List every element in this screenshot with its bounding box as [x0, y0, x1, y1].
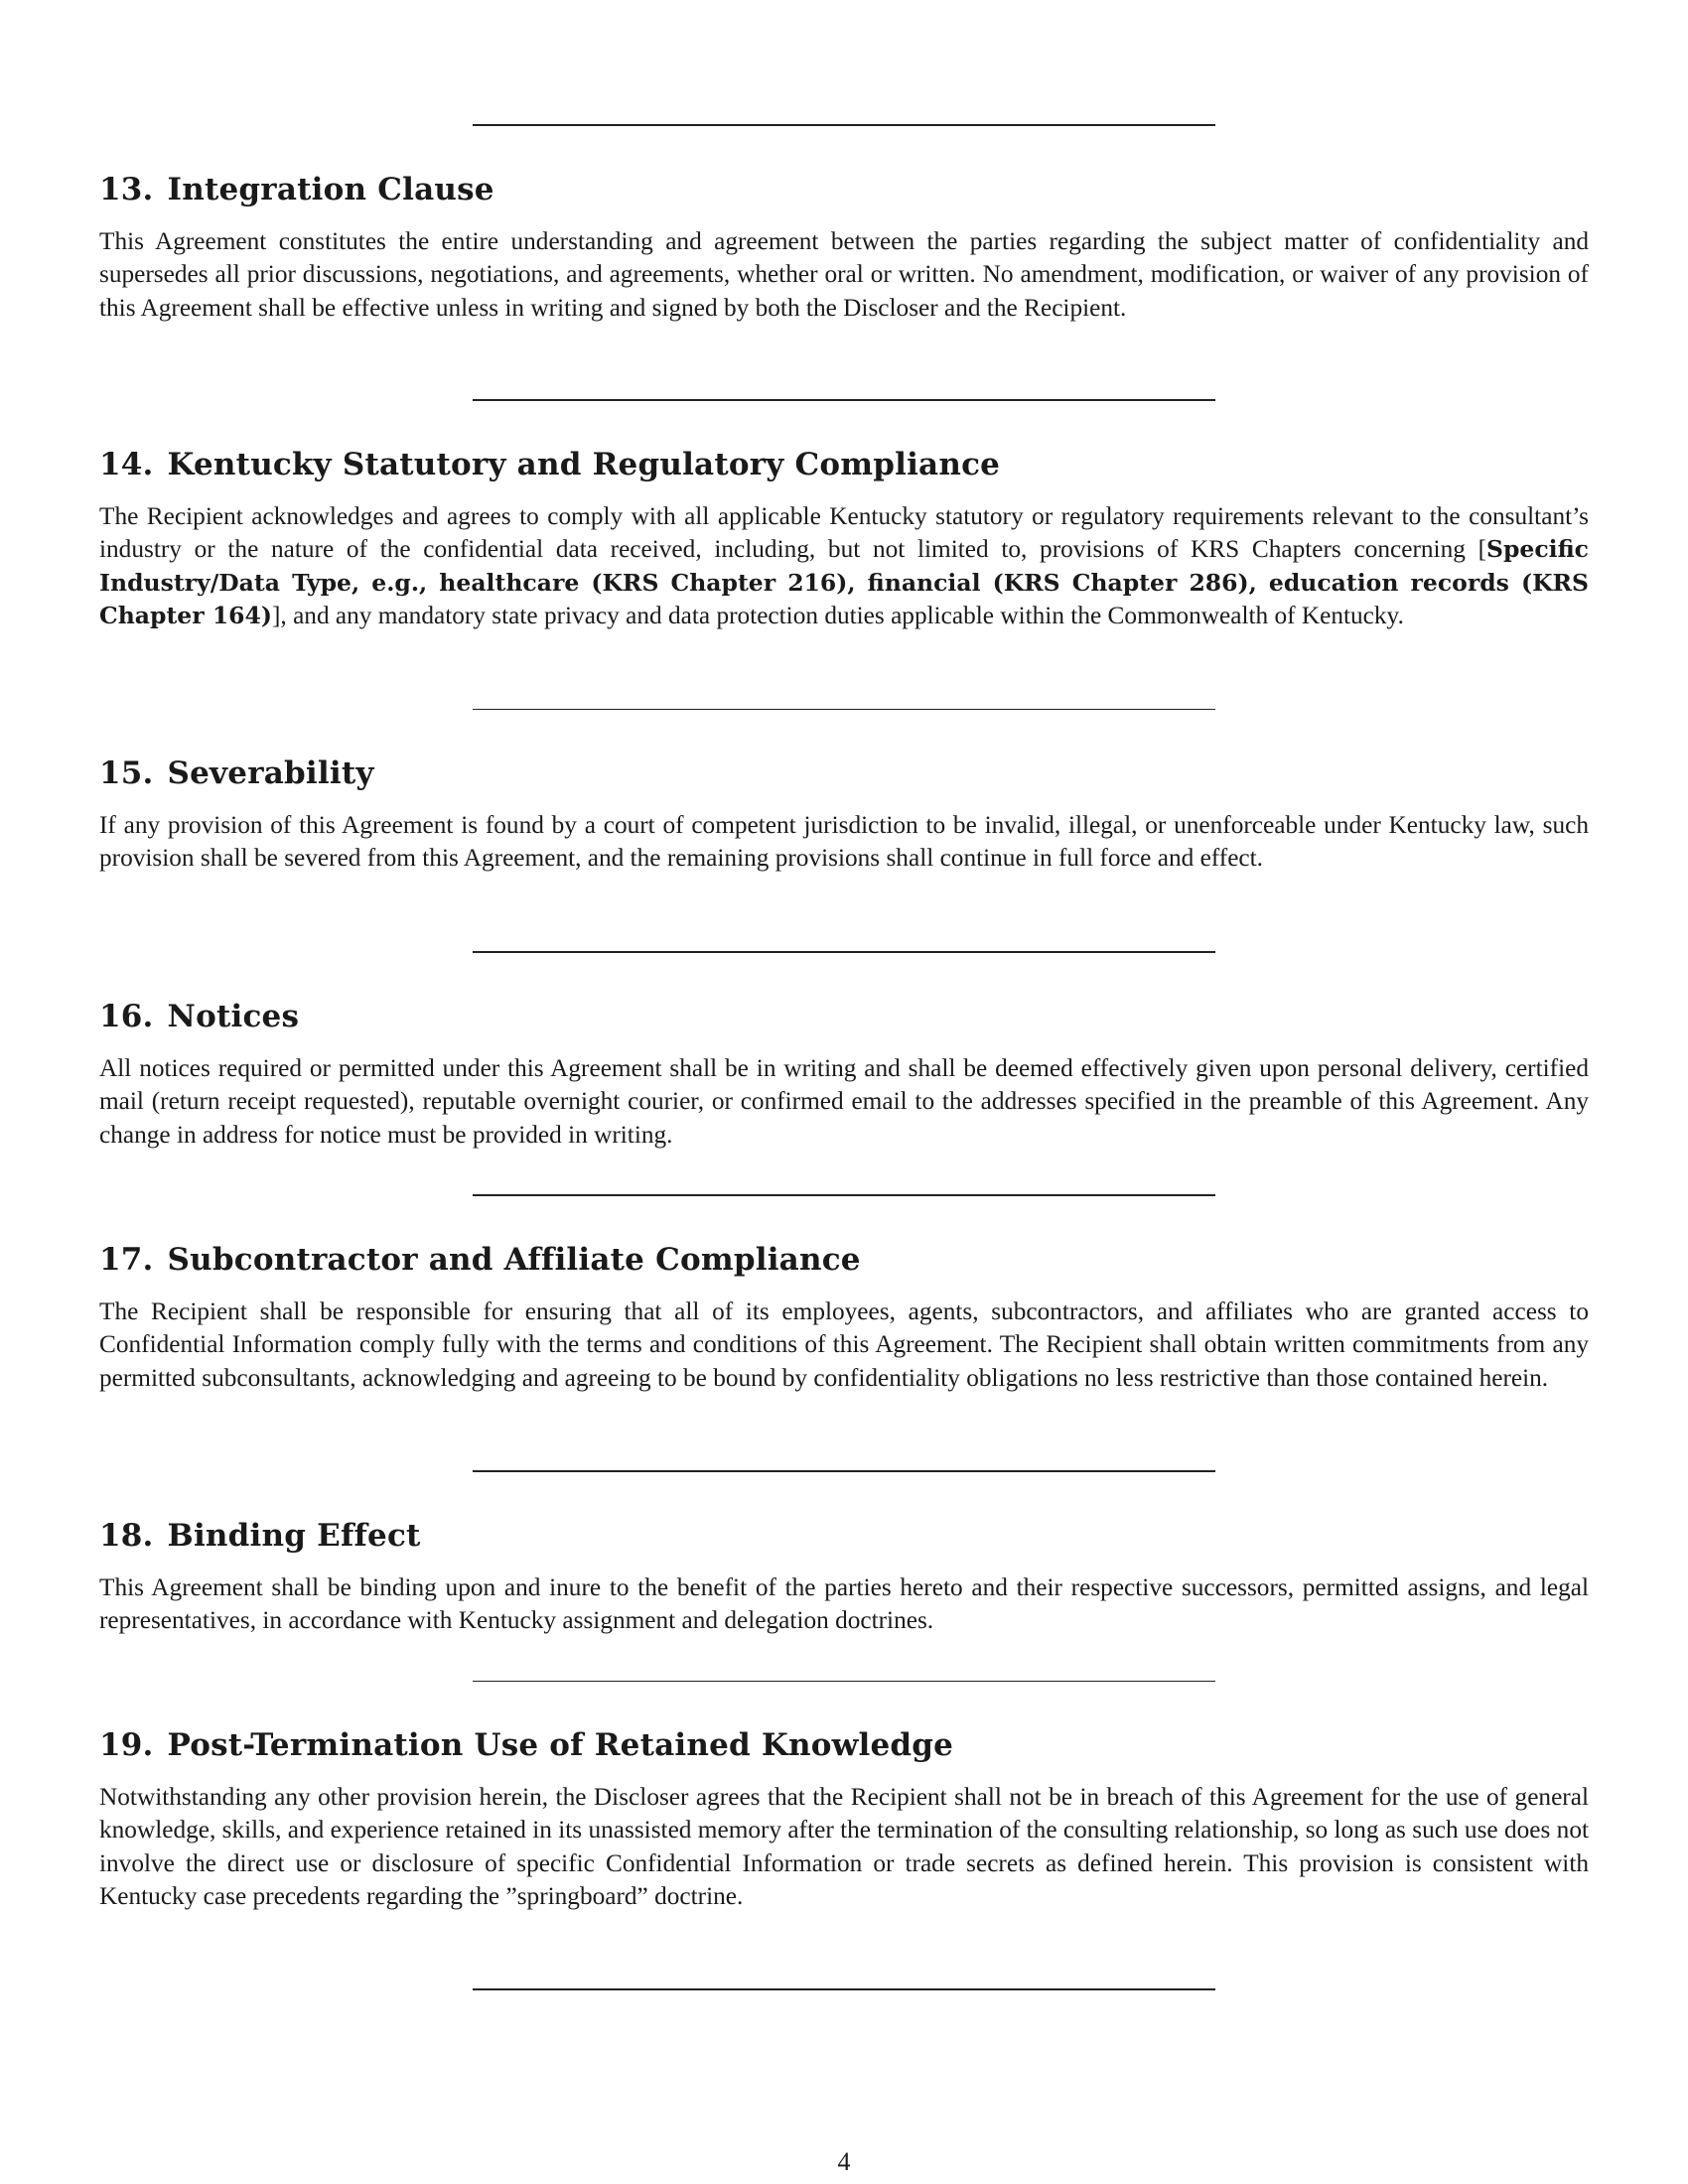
section-divider [473, 1470, 1215, 1472]
section-body-text: The Recipient acknowledges and agrees to comply with all applicable Kentucky statutory or regulatory requirements relevant to the consultant’s industry or the nature of the confidential data received, including, but not limited to, provisions of KRS Chapters concerning [ [99, 502, 1589, 564]
section-body: All notices required or permitted under this Agreement shall be in writing and shall be deemed effectively given upon personal delivery, certified mail (return receipt requested), reputable overnight courier, or confirmed email to the addresses specified in the preamble of this Agreement. Any change in address for notice must be provided in writing. [99, 1054, 1589, 1149]
section-body [99, 500, 1589, 633]
section-divider [473, 1988, 1215, 1990]
section-number: 13. [99, 172, 154, 207]
section-title: Integration Clause [167, 172, 494, 207]
section-divider [473, 1681, 1215, 1682]
section-divider [473, 399, 1215, 401]
section-body-bold-placeholder: Specific Industry/Data Type, e.g., healthcare (KRS Chapter 216), financial (KRS Chapter 286), education records (KRS Chapter 164) [99, 535, 1589, 630]
section-body: This Agreement constitutes the entire understanding and agreement between the parties regarding the subject matter of confidentiality and supersedes all prior discussions, negotiations, and agreements, whether oral or written. No amendment, modification, or waiver of any provision of this Agreement shall be effective unless in writing and signed by both the Discloser and the Recipient. [99, 227, 1589, 322]
section-heading [99, 754, 1589, 792]
section-body: The Recipient shall be responsible for ensuring that all of its employees, agents, subcontractors, and affiliates who are granted access to Confidential Information comply fully with the terms and conditions of this Agreement. The Recipient shall obtain written commitments from any permitted subconsultants, acknowledging and agreeing to be bound by confidentiality obligations no less restrictive than those contained herein. [99, 1297, 1589, 1392]
section-title: Notices [167, 999, 300, 1034]
section-heading [99, 1241, 1589, 1279]
section-number: 15. [99, 755, 154, 791]
section-19 [99, 1726, 1589, 1914]
document-page [99, 0, 1589, 2184]
section-17 [99, 1241, 1589, 1395]
section-title: Kentucky Statutory and Regulatory Compliance [167, 447, 1001, 482]
section-divider [473, 124, 1215, 126]
section-number: 14. [99, 447, 154, 482]
section-18 [99, 1517, 1589, 1638]
section-number: 17. [99, 1242, 154, 1278]
page-number: 4 [837, 2147, 851, 2176]
section-title: Binding Effect [167, 1518, 421, 1554]
section-title: Subcontractor and Affiliate Compliance [167, 1242, 861, 1278]
section-body: Notwithstanding any other provision herein, the Discloser agrees that the Recipient shall not be in breach of this Agreement for the use of general knowledge, skills, and experience retained in its unassisted memory after the termination of the consulting relationship, so long as such use does not involve the direct use or disclosure of specific Confidential Information or trade secrets as defined herein. This provision is consistent with Kentucky case precedents regarding the ”springboard” doctrine. [99, 1783, 1589, 1911]
section-15 [99, 754, 1589, 876]
section-divider [473, 951, 1215, 953]
section-heading [99, 1517, 1589, 1555]
section-heading [99, 1726, 1589, 1764]
section-heading [99, 446, 1589, 483]
section-divider [473, 1194, 1215, 1196]
section-title: Severability [167, 755, 374, 791]
section-body-text: ], and any mandatory state privacy and data protection duties applicable within the Commonwealth of Kentucky. [272, 602, 1404, 630]
section-number: 16. [99, 999, 154, 1034]
section-heading [99, 998, 1589, 1035]
section-title: Post-Termination Use of Retained Knowledge [167, 1727, 954, 1763]
section-divider [473, 709, 1215, 710]
section-13 [99, 171, 1589, 325]
section-number: 18. [99, 1518, 154, 1554]
section-number: 19. [99, 1727, 154, 1763]
section-body: This Agreement shall be binding upon and inure to the benefit of the parties hereto and their respective successors, permitted assigns, and legal representatives, in accordance with Kentucky assignment and delegation doctrines. [99, 1573, 1589, 1635]
section-body: If any provision of this Agreement is found by a court of competent jurisdiction to be invalid, illegal, or unenforceable under Kentucky law, such provision shall be severed from this Agreement, and the remaining provisions shall continue in full force and effect. [99, 811, 1589, 873]
section-14 [99, 446, 1589, 633]
section-heading [99, 171, 1589, 208]
section-16 [99, 998, 1589, 1152]
